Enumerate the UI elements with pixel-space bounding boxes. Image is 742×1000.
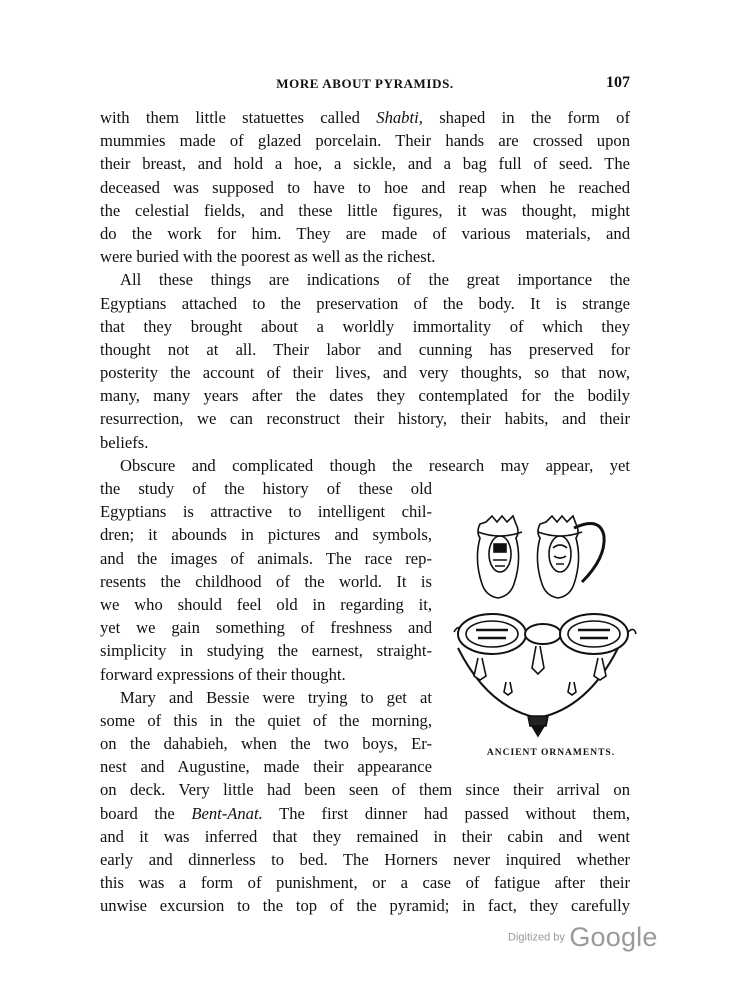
text-line: we who should feel old in regarding it, (100, 594, 432, 614)
text-line: some of this in the quiet of the morning, (100, 710, 432, 730)
text-line: that they brought about a worldly immortality of which they (100, 316, 630, 336)
italic-term: Shabti, (376, 108, 423, 127)
text-line: Egyptians attached to the preservation of the body. It is strange (100, 293, 630, 313)
ornaments-drawing (448, 508, 638, 758)
watermark-prefix: Digitized by (508, 931, 565, 944)
text-line: the study of the history of these old (100, 479, 432, 498)
page-header (100, 74, 630, 98)
ancient-ornaments-illustration (448, 508, 638, 758)
text-line: nest and Augustine, made their appearance (100, 757, 432, 777)
text-line: on the dahabieh, when the two boys, Er- (100, 734, 432, 754)
scarab-pendant-left (477, 516, 522, 598)
text-line: with them little statuettes called Shabti, shaped in the form of (100, 108, 630, 127)
page-number: 107 (606, 74, 630, 91)
italic-term: Bent-Anat. (191, 803, 263, 823)
text-line: mummies made of glazed porcelain. Their hands are crossed upon (100, 131, 630, 151)
text-line: resurrection, we can reconstruct their history, their habits, and their (100, 409, 630, 429)
text-line: Egyptians is attractive to intelligent chil- (100, 502, 432, 522)
necklace (454, 614, 636, 736)
running-title: MORE ABOUT PYRAMIDS. (276, 76, 454, 91)
figure-caption: ANCIENT ORNAMENTS. (486, 748, 616, 758)
text-line: and the images of animals. The race rep- (100, 548, 432, 568)
text-line: this was a form of punishment, or a case of fatigue after their (100, 873, 630, 893)
google-logo-text: Google (569, 922, 658, 952)
text-line: unwise excursion to the top of the pyramid; in fact, they carefully (100, 896, 630, 916)
text-line: dren; it abounds in pictures and symbols, (100, 525, 432, 545)
text-line: many, many years after the dates they contemplated for the bodily (100, 386, 630, 406)
text-line: their breast, and hold a hoe, a sickle, and a bag full of seed. The (100, 154, 630, 174)
text-line: posterity the account of their lives, and very thoughts, so that now, (100, 363, 630, 383)
text-line: thought not at all. Their labor and cunning has preserved for (100, 339, 630, 359)
text-line: were buried with the poorest as well as the richest. (100, 247, 436, 267)
text-line: early and dinnerless to bed. The Horners never inquired whether (100, 850, 630, 869)
text-line: simplicity in studying the earnest, straight- (100, 641, 432, 661)
text-line: Mary and Bessie were trying to get at (120, 687, 432, 707)
text-line: the celestial fields, and these little figures, it was thought, might (100, 200, 630, 220)
text-line: beliefs. (100, 432, 149, 452)
scarab-pendant-right (537, 516, 604, 598)
text-line: resents the childhood of the world. It is (100, 571, 432, 591)
text-line: Obscure and complicated though the research may appear, yet (120, 455, 630, 475)
text-line: All these things are indications of the great importance the (120, 270, 630, 290)
text-line: board the Bent-Anat. The first dinner had passed without them, (100, 803, 630, 823)
text-line: deceased was supposed to have to hoe and reap when he reached (100, 177, 630, 197)
text-line: and it was inferred that they remained in their cabin and went (100, 826, 630, 846)
digitized-by-google-watermark (508, 922, 658, 953)
text-line: do the work for him. They are made of various materials, and (100, 223, 630, 243)
text-line: yet we gain something of freshness and (100, 618, 432, 638)
text-line: forward expressions of their thought. (100, 664, 346, 684)
text-line: on deck. Very little had been seen of them since their arrival on (100, 780, 630, 800)
